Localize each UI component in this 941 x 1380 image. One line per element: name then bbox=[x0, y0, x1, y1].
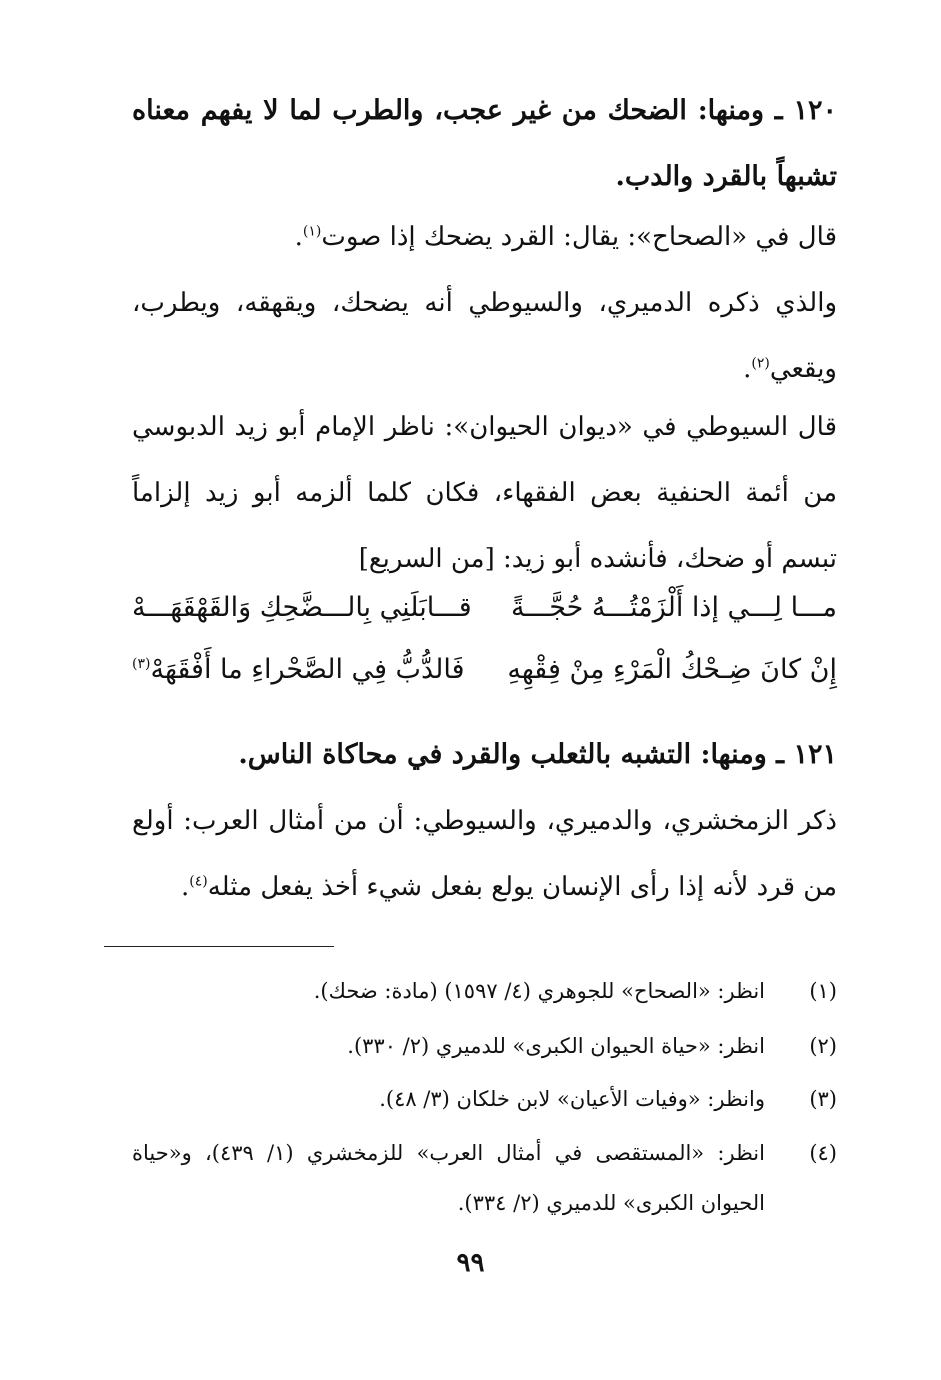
footnote-separator bbox=[104, 946, 334, 947]
footnote-4 bbox=[132, 1128, 837, 1228]
paragraph-damiri-end: . bbox=[743, 354, 752, 384]
footnote-4-number: (٤) bbox=[809, 1141, 837, 1165]
footnote-2 bbox=[132, 1021, 837, 1071]
verse-line-2 bbox=[132, 640, 837, 700]
footnote-ref-1[interactable]: (١) bbox=[302, 223, 322, 240]
section-heading-121 bbox=[132, 722, 837, 788]
verse-2-second-hemistich-text: فَالدُّبُّ فِي الصَّحْراءِ ما أَفْقَهَهْ bbox=[150, 654, 465, 685]
heading-121-text: ١٢١ ـ ومنها: التشبه بالثعلب والقرد في محاكاة الناس. bbox=[238, 739, 837, 770]
footnote-4-text: انظر: «المستقصى في أمثال العرب» للزمخشري (١/ ٤٣٩)، و«حياة الحيوان الكبرى» للدميري (٢/ ٣٣٤). bbox=[132, 1141, 765, 1215]
paragraph-damiri bbox=[132, 270, 837, 402]
verse-1-first-hemistich: مـــا لِـــي إذا أَلْزَمْتُـــهُ حُجَّـــةً bbox=[510, 592, 837, 623]
verse-line-1 bbox=[132, 578, 837, 638]
paragraph-sihah bbox=[132, 204, 837, 270]
footnote-3-number: (٣) bbox=[809, 1087, 837, 1111]
paragraph-suyuti bbox=[132, 394, 837, 592]
footnote-1-text: انظر: «الصحاح» للجوهري (٤/ ١٥٩٧) (مادة: ضحك). bbox=[313, 979, 765, 1003]
paragraph-proverb bbox=[132, 788, 837, 920]
verse-2-second-hemistich bbox=[132, 640, 465, 700]
paragraph-suyuti-text: قال السيوطي في «ديوان الحيوان»: ناظر الإمام أبو زيد الدبوسي من أئمة الحنفية بعض الفقهاء، فكان كلما ألزمه أبو زيد إلزاماً تبسم أو ضحك، فأنشده أبو زيد: [من السريع] bbox=[132, 412, 837, 574]
section-heading-120 bbox=[132, 78, 837, 210]
footnote-ref-4[interactable]: (٤) bbox=[189, 873, 208, 890]
paragraph-sihah-text: قال في «الصحاح»: يقال: القرد يضحك إذا صوت bbox=[321, 222, 837, 252]
heading-120-text: ١٢٠ ـ ومنها: الضحك من غير عجب، والطرب لما لا يفهم معناه تشبهاً بالقرد والدب. bbox=[132, 95, 837, 192]
paragraph-proverb-text: ذكر الزمخشري، والدميري، والسيوطي: أن من أمثال العرب: أولع من قرد لأنه إذا رأى الإنسان يولع بفعل شيء أخذ يفعل مثله bbox=[132, 806, 837, 902]
paragraph-damiri-text: والذي ذكره الدميري، والسيوطي أنه يضحك، ويقهقه، ويطرب، ويقعي bbox=[132, 288, 837, 384]
footnote-2-text: انظر: «حياة الحيوان الكبرى» للدميري (٢/ ٣٣٠). bbox=[347, 1034, 765, 1058]
paragraph-proverb-end: . bbox=[181, 872, 190, 902]
footnote-ref-2[interactable]: (٢) bbox=[751, 355, 770, 372]
footnote-ref-3[interactable]: (٣) bbox=[132, 656, 151, 672]
footnote-3-text: وانظر: «وفيات الأعيان» لابن خلكان (٣/ ٤٨). bbox=[379, 1087, 765, 1111]
footnote-2-number: (٢) bbox=[809, 1034, 837, 1058]
footnote-1-number: (١) bbox=[809, 979, 837, 1003]
footnote-3 bbox=[132, 1074, 837, 1124]
page-number: ٩٩ bbox=[456, 1248, 485, 1278]
verse-2-first-hemistich: إِنْ كانَ ضِـحْكُ الْمَرْءِ مِنْ فِقْهِهِ bbox=[507, 654, 837, 685]
footnote-1 bbox=[132, 966, 837, 1016]
paragraph-sihah-end: . bbox=[294, 222, 303, 252]
verse-1-second-hemistich: قـــابَلَنِي بِالـــضَّحِكِ وَالقَهْقَهَـــهْ bbox=[132, 592, 472, 623]
